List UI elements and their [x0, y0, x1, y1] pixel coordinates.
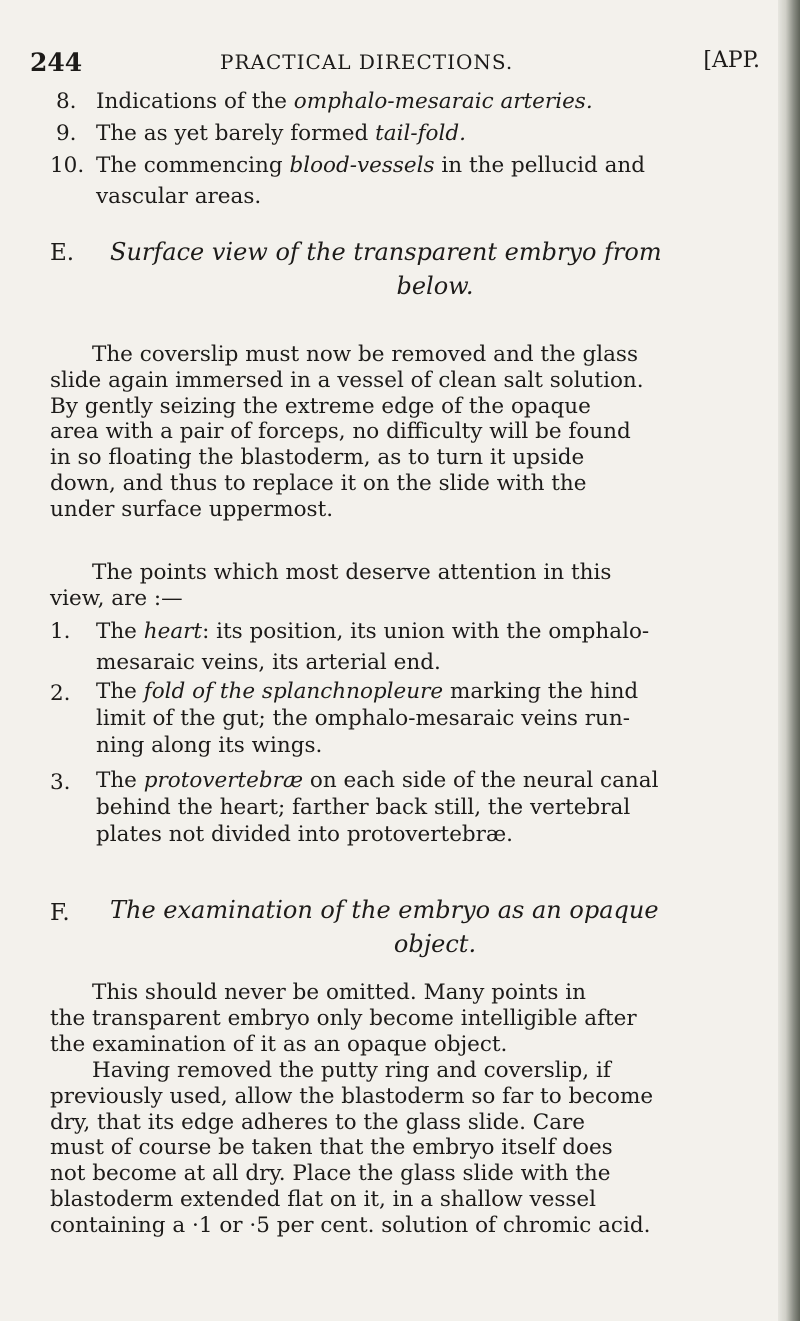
list-number: 10.: [50, 153, 85, 178]
section-heading: The examination of the embryo as an opaque object.: [110, 896, 659, 958]
list-item: The heart: its position, its union with the omphalo- mesaraic veins, its arterial end.: [96, 619, 650, 675]
list-number: 3.: [50, 770, 71, 795]
running-title: PRACTICAL DIRECTIONS.: [220, 50, 514, 74]
section-marker: [APP.: [703, 48, 760, 73]
section-label: F.: [50, 900, 70, 926]
paragraph: The coverslip must now be removed and the glass slide again immersed in a vessel of clean salt solution. By gently seizing the extreme edge of the opaque area with a pair of forceps, no difficulty will be found in so floating the blastoderm, as to turn it upside down, and thus to replace it on the slide with the under surface uppermost.: [50, 342, 644, 522]
list-item: Indications of the omphalo-mesaraic arteries.: [96, 89, 593, 114]
list-item: The as yet barely formed tail-fold.: [96, 121, 466, 146]
list-item: The fold of the splanchnopleure marking the hind limit of the gut; the omphalo-mesaraic veins run- ning along its wings.: [96, 679, 639, 758]
paragraph: Having removed the putty ring and coverslip, if previously used, allow the blastoderm so far to become dry, that its edge adheres to the glass slide. Care must of course be taken that the embryo itself does not become at all dry. Place the glass slide with the blastoderm extended flat on it, in a shallow vessel containing a ·1 or ·5 per cent. solution of chromic acid.: [50, 1058, 654, 1238]
section-heading: Surface view of the transparent embryo from below.: [110, 238, 662, 300]
section-label: E.: [50, 240, 75, 266]
list-number: 2.: [50, 681, 71, 706]
running-header: [30, 48, 760, 80]
list-number: 8.: [56, 89, 77, 114]
paragraph: This should never be omitted. Many points in the transparent embryo only become intelligible after the examination of it as an opaque object.: [50, 980, 637, 1057]
list-number: 9.: [56, 121, 77, 146]
list-item: The protovertebræ on each side of the neural canal behind the heart; farther back still, the vertebral plates not divided into protovertebræ.: [96, 768, 659, 847]
paragraph: The points which most deserve attention in this view, are :—: [50, 560, 612, 611]
page-number: 244: [30, 48, 83, 77]
list-item: The commencing blood-vessels in the pellucid and vascular areas.: [96, 153, 646, 209]
list-number: 1.: [50, 619, 71, 644]
